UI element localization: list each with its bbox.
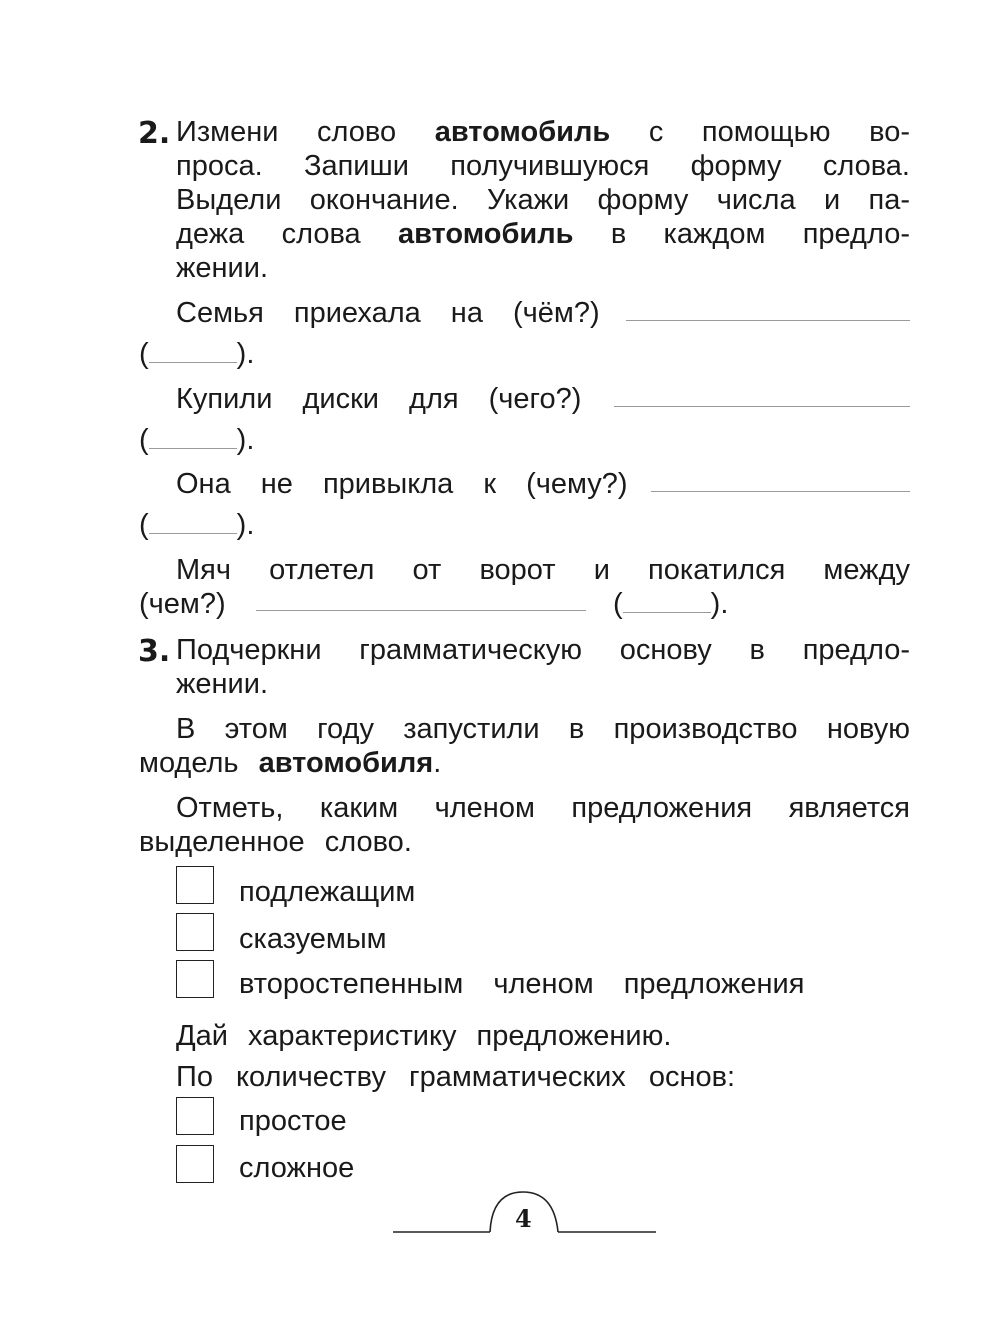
sentence-2-text: Купили диски для (чего?)	[176, 383, 582, 415]
task-2-instruction-line-1: Измени слово автомобиль с помощью во-	[176, 116, 910, 148]
sentence-4-answer-line[interactable]	[256, 610, 586, 611]
task-2-number: 2.	[138, 116, 171, 151]
option-skazuemym-checkbox[interactable]	[176, 913, 214, 951]
sentence-4-form-blank[interactable]	[623, 590, 711, 613]
sentence-3-text: Она не привыкла к (чему?)	[176, 468, 628, 500]
task-2-instruction-line-5: жении.	[176, 252, 268, 284]
sentence-3-form-bracket: ( ).	[139, 509, 255, 541]
option-podlezhashchim-checkbox[interactable]	[176, 866, 214, 904]
sentence-3-form-blank[interactable]	[149, 511, 237, 534]
task-3-instruction-line-2: жении.	[176, 668, 268, 700]
keyword-avtomobil: автомобиль	[434, 116, 611, 148]
task-3-instruction-line-1: Подчеркни грамматическую основу в предло-	[176, 634, 910, 666]
task-2-instruction-line-4: дежа слова автомобиль в каждом предло-	[176, 218, 910, 250]
task-3-number: 3.	[138, 634, 171, 669]
task-3-question-line-1: Отметь, каким членом предложения является	[176, 792, 910, 824]
task-2-instruction-line-3: Выдели окончание. Укажи форму числа и па-	[176, 184, 910, 216]
sentence-1-form-blank[interactable]	[149, 340, 237, 363]
page-number: 4	[515, 1204, 532, 1233]
task-3-question-line-2: выделенное слово.	[139, 826, 412, 858]
sentence-4-question: (чем?)	[139, 588, 226, 620]
sentence-2-form-bracket: ( ).	[139, 424, 255, 456]
sentence-2-answer-line[interactable]	[614, 406, 910, 407]
sentence-1-text: Семья приехала на (чём?)	[176, 297, 600, 329]
task-3-sentence-line-2: модель автомобиля.	[139, 747, 442, 779]
characteristic-prompt: Дай характеристику предложению.	[176, 1020, 672, 1052]
sentence-3-answer-line[interactable]	[651, 491, 910, 492]
sentence-1-form-bracket: ( ).	[139, 338, 255, 370]
sentence-4-text: Мяч отлетел от ворот и покатился между	[176, 554, 910, 586]
option-skazuemym-label: сказуемым	[239, 923, 387, 955]
sentence-4-form-bracket: ( ).	[613, 588, 729, 620]
option-podlezhashchim-label: подлежащим	[239, 876, 416, 908]
keyword-avtomobil-2: автомобиль	[397, 218, 574, 250]
count-prompt: По количеству грамматических основ:	[176, 1061, 736, 1093]
option-slozhnoe-label: сложное	[239, 1152, 355, 1184]
keyword-avtomobilya: автомобиля	[258, 747, 434, 779]
option-slozhnoe-checkbox[interactable]	[176, 1145, 214, 1183]
sentence-1-answer-line[interactable]	[626, 320, 910, 321]
task-2-instruction-line-2: проса. Запиши получившуюся форму слова.	[176, 150, 910, 182]
option-prostoe-label: простое	[239, 1105, 347, 1137]
sentence-2-form-blank[interactable]	[149, 426, 237, 449]
option-vtorostepennym-checkbox[interactable]	[176, 960, 214, 998]
task-3-sentence-line-1: В этом году запустили в производство новую	[176, 713, 910, 745]
option-vtorostepennym-label: второстепенным членом предложения	[239, 968, 805, 1000]
option-prostoe-checkbox[interactable]	[176, 1097, 214, 1135]
